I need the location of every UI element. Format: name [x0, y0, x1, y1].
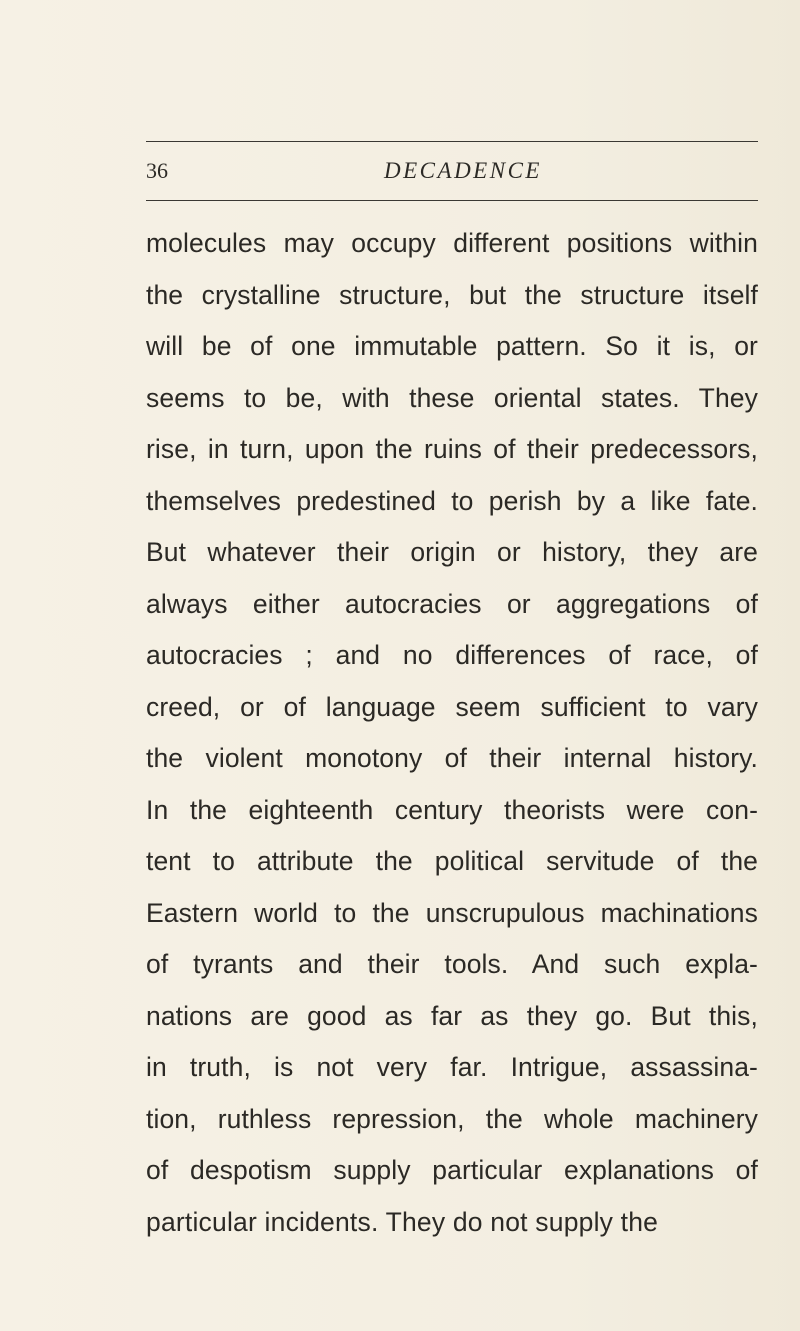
page-number: 36: [146, 158, 168, 183]
text-line: seems to be, with these oriental states. They: [146, 382, 758, 413]
text-line: In the eighteenth century theorists were con-: [146, 794, 758, 825]
text-line: rise, in turn, upon the ruins of their predecessors,: [146, 434, 758, 464]
running-title: DECADENCE: [384, 158, 542, 183]
text-line: tion, ruthless repression, the whole machinery: [146, 1103, 758, 1134]
body-text: [146, 218, 758, 1248]
text-line: particular incidents. They do not supply the: [146, 1206, 659, 1237]
text-line: the violent monotony of their internal history.: [146, 743, 758, 773]
text-line: Eastern world to the unscrupulous machinations: [146, 897, 758, 928]
text-line: themselves predestined to perish by a like fate.: [146, 485, 758, 516]
text-line: creed, or of language seem sufficient to vary: [146, 691, 758, 722]
text-line: always either autocracies or aggregations of: [146, 588, 758, 619]
text-line: of tyrants and their tools. And such expla-: [146, 949, 758, 979]
text-line: in truth, is not very far. Intrigue, assassina-: [146, 1052, 758, 1082]
text-line: autocracies ; and no differences of race, of: [146, 640, 758, 670]
text-line: tent to attribute the political servitude of the: [146, 846, 758, 876]
text-line: the crystalline structure, but the structure itself: [146, 279, 758, 310]
header-rule-bottom: [146, 200, 758, 201]
header-rule-top: [146, 141, 758, 142]
text-line: nations are good as far as they go. But this,: [146, 1000, 758, 1031]
text-line: molecules may occupy different positions within: [146, 228, 758, 258]
text-line: But whatever their origin or history, they are: [146, 537, 758, 567]
text-line: will be of one immutable pattern. So it is, or: [146, 331, 758, 361]
text-line: of despotism supply particular explanations of: [146, 1155, 758, 1185]
